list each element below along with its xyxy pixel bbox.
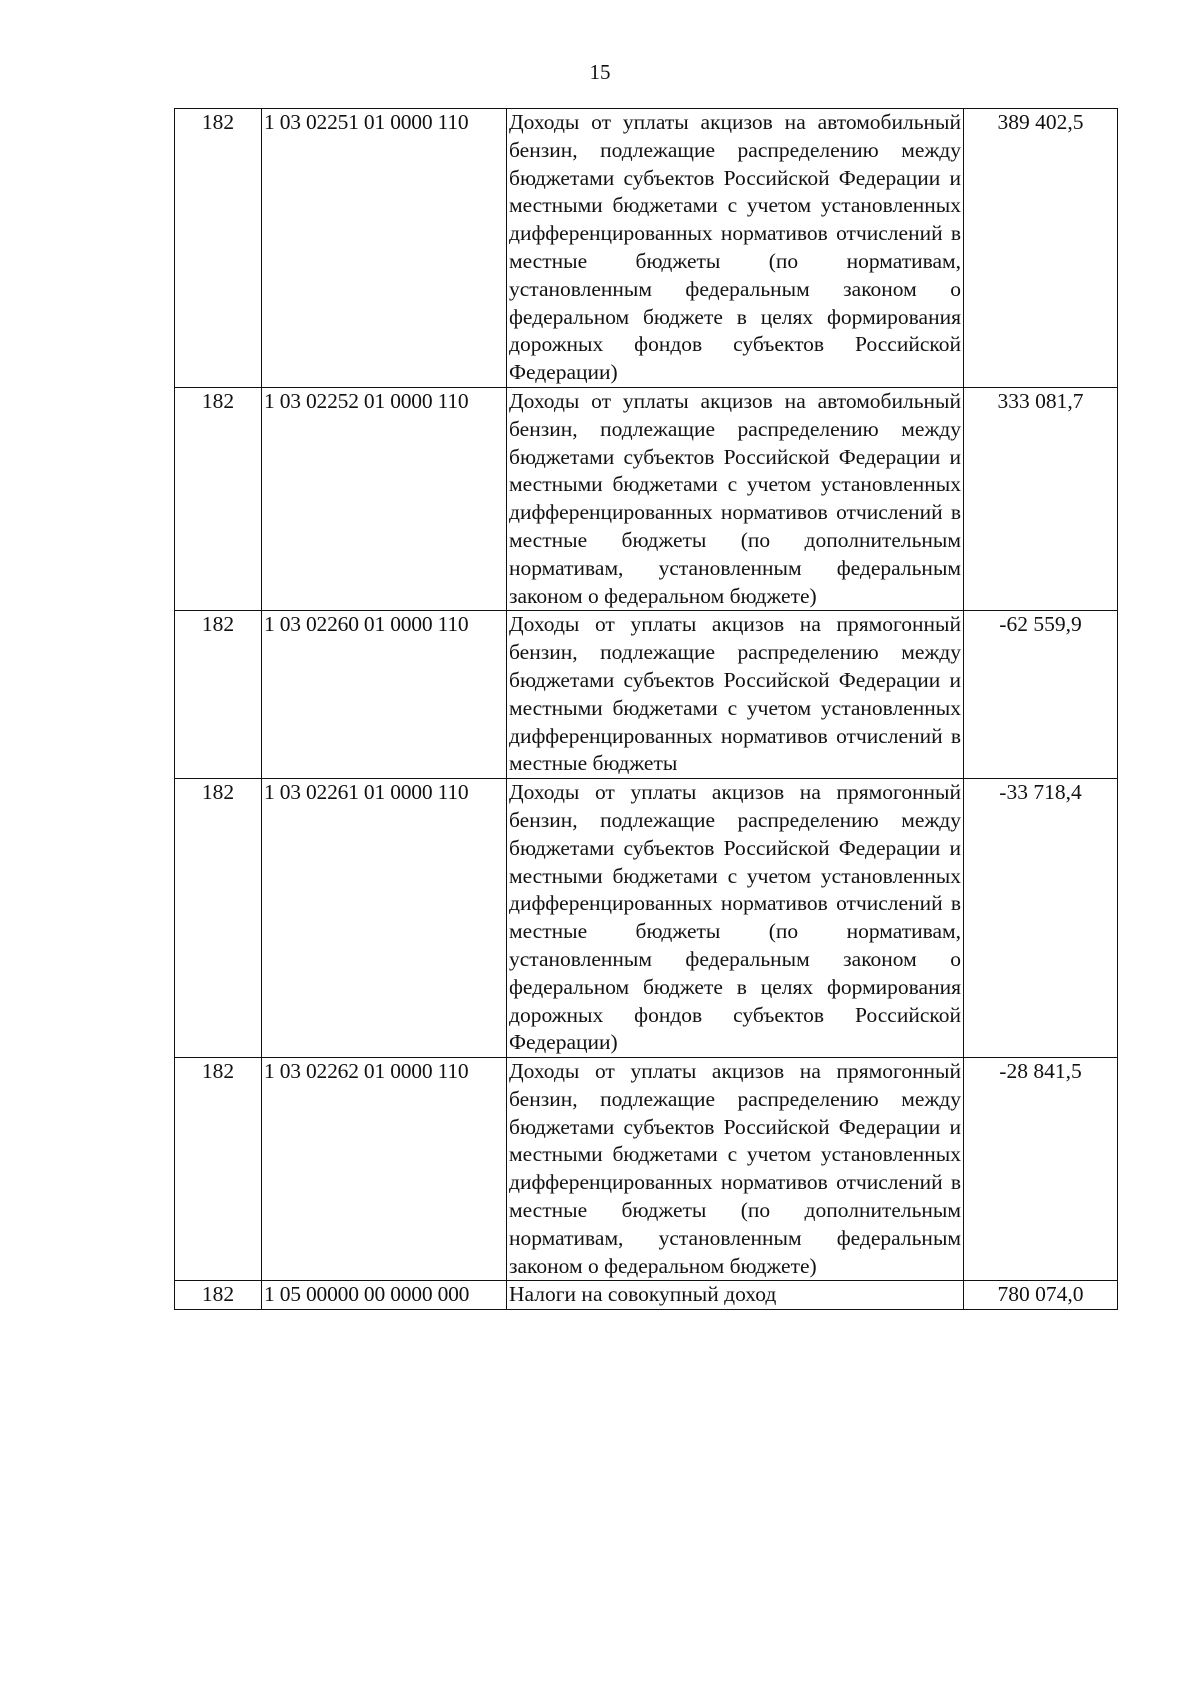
revenue-description-cell: Доходы от уплаты акцизов на прямогонный бензин, подлежащие распределению между бюджетами субъектов Российской Федерации и местными бюджетами с учетом установленных дифференцированных нормативов отчислений в местные бюджеты (по дополнительным нормативам, установленным федеральным законом о федеральном бюджете) — [507, 1058, 964, 1281]
amount-cell: -33 718,4 — [964, 779, 1118, 1058]
admin-code-cell: 182 — [175, 1281, 262, 1310]
admin-code-cell: 182 — [175, 1058, 262, 1281]
revenue-description-cell: Доходы от уплаты акцизов на прямогонный бензин, подлежащие распределению между бюджетами субъектов Российской Федерации и местными бюджетами с учетом установленных дифференцированных нормативов отчислений в местные бюджеты — [507, 611, 964, 779]
budget-classification-code-cell: 1 03 02262 01 0000 110 — [262, 1058, 507, 1281]
table-row — [175, 1281, 1118, 1310]
table-body — [175, 109, 1118, 1310]
admin-code-cell: 182 — [175, 611, 262, 779]
budget-classification-code-cell: 1 03 02252 01 0000 110 — [262, 387, 507, 610]
budget-classification-code-cell: 1 03 02260 01 0000 110 — [262, 611, 507, 779]
amount-cell: 389 402,5 — [964, 109, 1118, 388]
table-row — [175, 1058, 1118, 1281]
admin-code-cell: 182 — [175, 109, 262, 388]
amount-cell: 333 081,7 — [964, 387, 1118, 610]
table-row — [175, 387, 1118, 610]
budget-classification-code-cell: 1 05 00000 00 0000 000 — [262, 1281, 507, 1310]
amount-cell: -62 559,9 — [964, 611, 1118, 779]
amount-cell: 780 074,0 — [964, 1281, 1118, 1310]
revenue-description-cell: Доходы от уплаты акцизов на автомобильный бензин, подлежащие распределению между бюджетами субъектов Российской Федерации и местными бюджетами с учетом установленных дифференцированных нормативов отчислений в местные бюджеты (по дополнительным нормативам, установленным федеральным законом о федеральном бюджете) — [507, 387, 964, 610]
revenue-description-cell: Доходы от уплаты акцизов на автомобильный бензин, подлежащие распределению между бюджетами субъектов Российской Федерации и местными бюджетами с учетом установленных дифференцированных нормативов отчислений в местные бюджеты (по нормативам, установленным федеральным законом о федеральном бюджете в целях формирования дорожных фондов субъектов Российской Федерации) — [507, 109, 964, 388]
revenue-description-cell: Налоги на совокупный доход — [507, 1281, 964, 1310]
budget-revenue-table — [174, 108, 1118, 1310]
table-row — [175, 611, 1118, 779]
admin-code-cell: 182 — [175, 779, 262, 1058]
revenue-description-cell: Доходы от уплаты акцизов на прямогонный бензин, подлежащие распределению между бюджетами субъектов Российской Федерации и местными бюджетами с учетом установленных дифференцированных нормативов отчислений в местные бюджеты (по нормативам, установленным федеральным законом о федеральном бюджете в целях формирования дорожных фондов субъектов Российской Федерации) — [507, 779, 964, 1058]
table-row — [175, 109, 1118, 388]
admin-code-cell: 182 — [175, 387, 262, 610]
budget-classification-code-cell: 1 03 02251 01 0000 110 — [262, 109, 507, 388]
page-number: 15 — [589, 60, 611, 84]
budget-classification-code-cell: 1 03 02261 01 0000 110 — [262, 779, 507, 1058]
table-row — [175, 779, 1118, 1058]
amount-cell: -28 841,5 — [964, 1058, 1118, 1281]
